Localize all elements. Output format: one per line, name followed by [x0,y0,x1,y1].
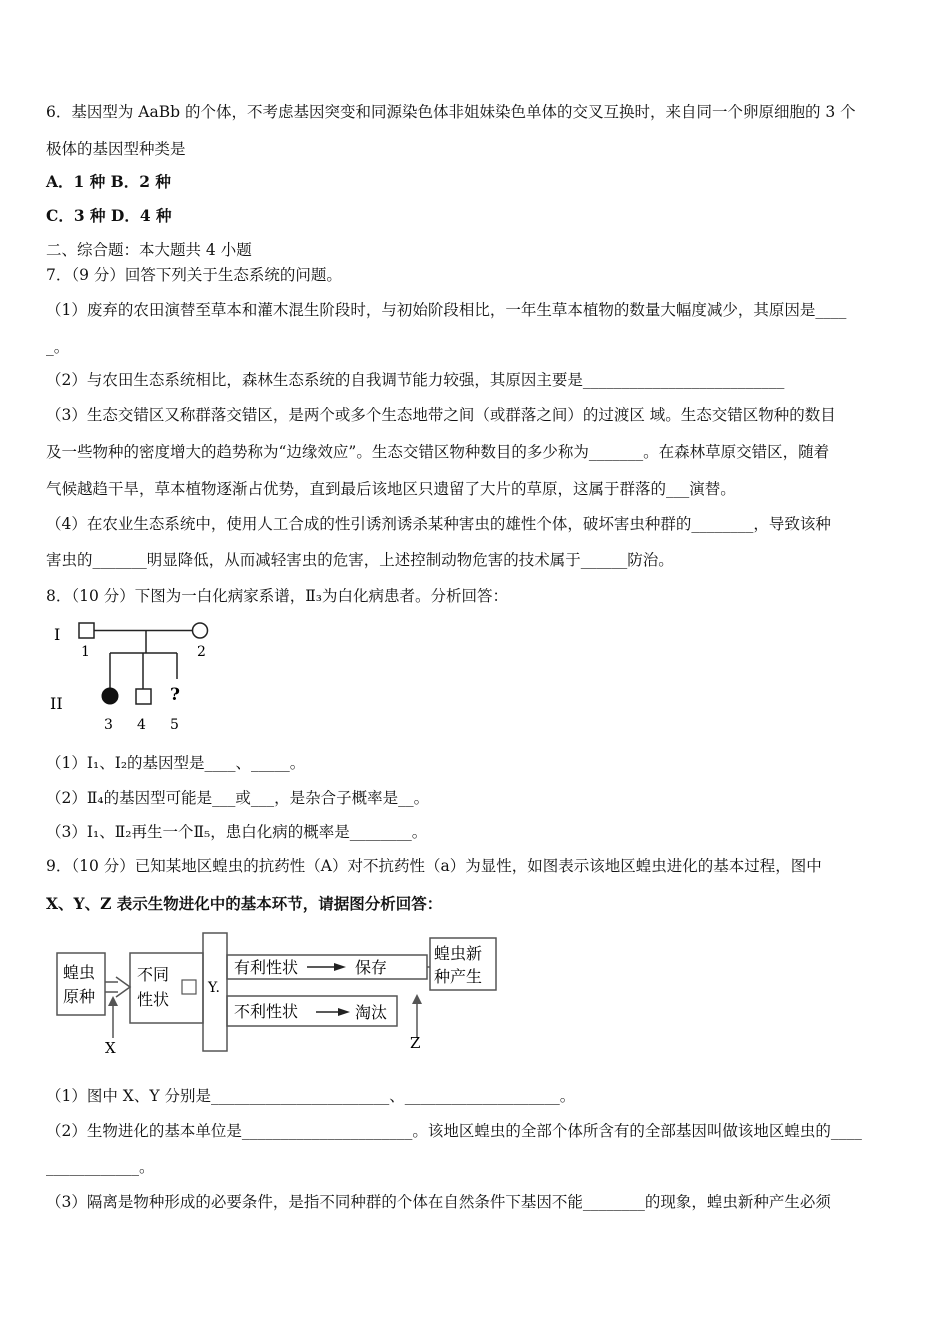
section-heading: 二、综合题：本大题共 4 小题 [46,241,252,259]
q6-stem-line2: 极体的基因型种类是 [46,140,186,158]
label-ii5: 5 [170,717,179,733]
q6-options-ab: A．1 种 B．2 种 [46,172,171,191]
q7-part1-line2: _。 [46,338,70,356]
q8-part3: （3）Ⅰ₁、Ⅱ₂再生一个Ⅱ₅，患白化病的概率是________。 [46,823,428,841]
q7-part1-line1: （1）废弃的农田演替至草本和灌木混生阶段时，与初始阶段相比，一年生草本植物的数量大幅度减少，其原因是____ [46,301,847,319]
label-original-1: 蝗虫 [63,963,96,982]
q7-part4-line2: 害虫的_______明显降低，从而减轻害虫的危害，上述控制动物危害的技术属于______防治。 [46,551,674,569]
q9-part1: （1）图中 X、Y 分别是_______________________、____________________。 [46,1087,576,1105]
box-different-traits [130,953,203,1023]
label-favorable: 有利性状 [234,958,299,977]
individual-i1-male [79,623,94,638]
label-y: Y. [208,980,220,996]
label-ii3: 3 [104,717,113,733]
q6-stem-line1: 6．基因型为 AaBb 的个体，不考虑基因突变和同源染色体非姐妹染色单体的交叉互换时，来自同一个卵原细胞的 3 个 [46,103,856,121]
label-new-species-1: 蝗虫新 [434,944,483,963]
pedigree-chart [40,615,240,740]
label-new-species-2: 种产生 [434,967,483,986]
label-ii4: 4 [137,717,146,733]
q7-part3-line3: 气候越趋干旱，草本植物逐渐占优势，直到最后该地区只遗留了大片的草原，这属于群落的___演替。 [46,480,736,498]
q8-part2: （2）Ⅱ₄的基因型可能是___或___，是杂合子概率是__。 [46,789,430,807]
q9-stem-line1: 9．（10 分）已知某地区蝗虫的抗药性（A）对不抗药性（a）为显性，如图表示该地区蝗虫进化的基本过程，图中 [46,857,822,875]
q9-part2-line2: ____________。 [46,1158,155,1176]
q7-part4-line1: （4）在农业生态系统中，使用人工合成的性引诱剂诱杀某种害虫的雄性个体，破坏害虫种群的________，导致该种 [46,515,831,533]
q9-stem-line2: X、Y、Z 表示生物进化中的基本环节，请据图分析回答： [46,894,443,913]
label-traits-1: 不同 [137,965,170,984]
individual-ii3-affected-female [102,688,118,704]
generation-label-i: I [54,625,61,644]
label-keep: 保存 [355,958,388,977]
q6-options-cd: C．3 种 D．4 种 [46,206,172,225]
label-eliminate: 淘汰 [355,1003,388,1022]
label-x: X [105,1039,116,1057]
label-i2: 2 [197,644,206,660]
q9-part2-line1: （2）生物进化的基本单位是______________________。该地区蝗虫的全部个体所含有的全部基因叫做该地区蝗虫的____ [46,1122,862,1140]
q9-part3: （3）隔离是物种形成的必要条件，是指不同种群的个体在自然条件下基因不能________的现象，蝗虫新种产生必须 [46,1193,831,1211]
q8-stem: 8．（10 分）下图为一白化病家系谱，Ⅱ₃为白化病患者。分析回答： [46,587,509,605]
q7-part3-line1: （3）生态交错区又称群落交错区，是两个或多个生态地带之间（或群落之间）的过渡区 域。生态交错区物种的数目 [46,406,836,424]
label-original-2: 原种 [63,987,96,1006]
label-traits-2: 性状 [137,990,170,1009]
q8-part1: （1）Ⅰ₁、Ⅰ₂的基因型是____、_____。 [46,754,306,772]
q7-part3-line2: 及一些物种的密度增大的趋势称为“边缘效应”。生态交错区物种数目的多少称为_______。在森林草原交错区，随着 [46,443,830,461]
q7-stem: 7．（9 分）回答下列关于生态系统的问题。 [46,266,342,284]
label-i1: 1 [81,644,90,660]
label-z: Z [410,1034,421,1052]
individual-i2-female [193,623,208,638]
individual-ii4-male [136,689,151,704]
individual-ii5-unknown: ? [170,685,180,705]
label-unfavorable: 不利性状 [234,1002,299,1021]
arrow-to-traits [105,977,130,997]
q7-part2: （2）与农田生态系统相比，森林生态系统的自我调节能力较强，其原因主要是__________________________ [46,371,785,389]
evolution-diagram [50,928,510,1058]
generation-label-ii: II [50,694,63,713]
